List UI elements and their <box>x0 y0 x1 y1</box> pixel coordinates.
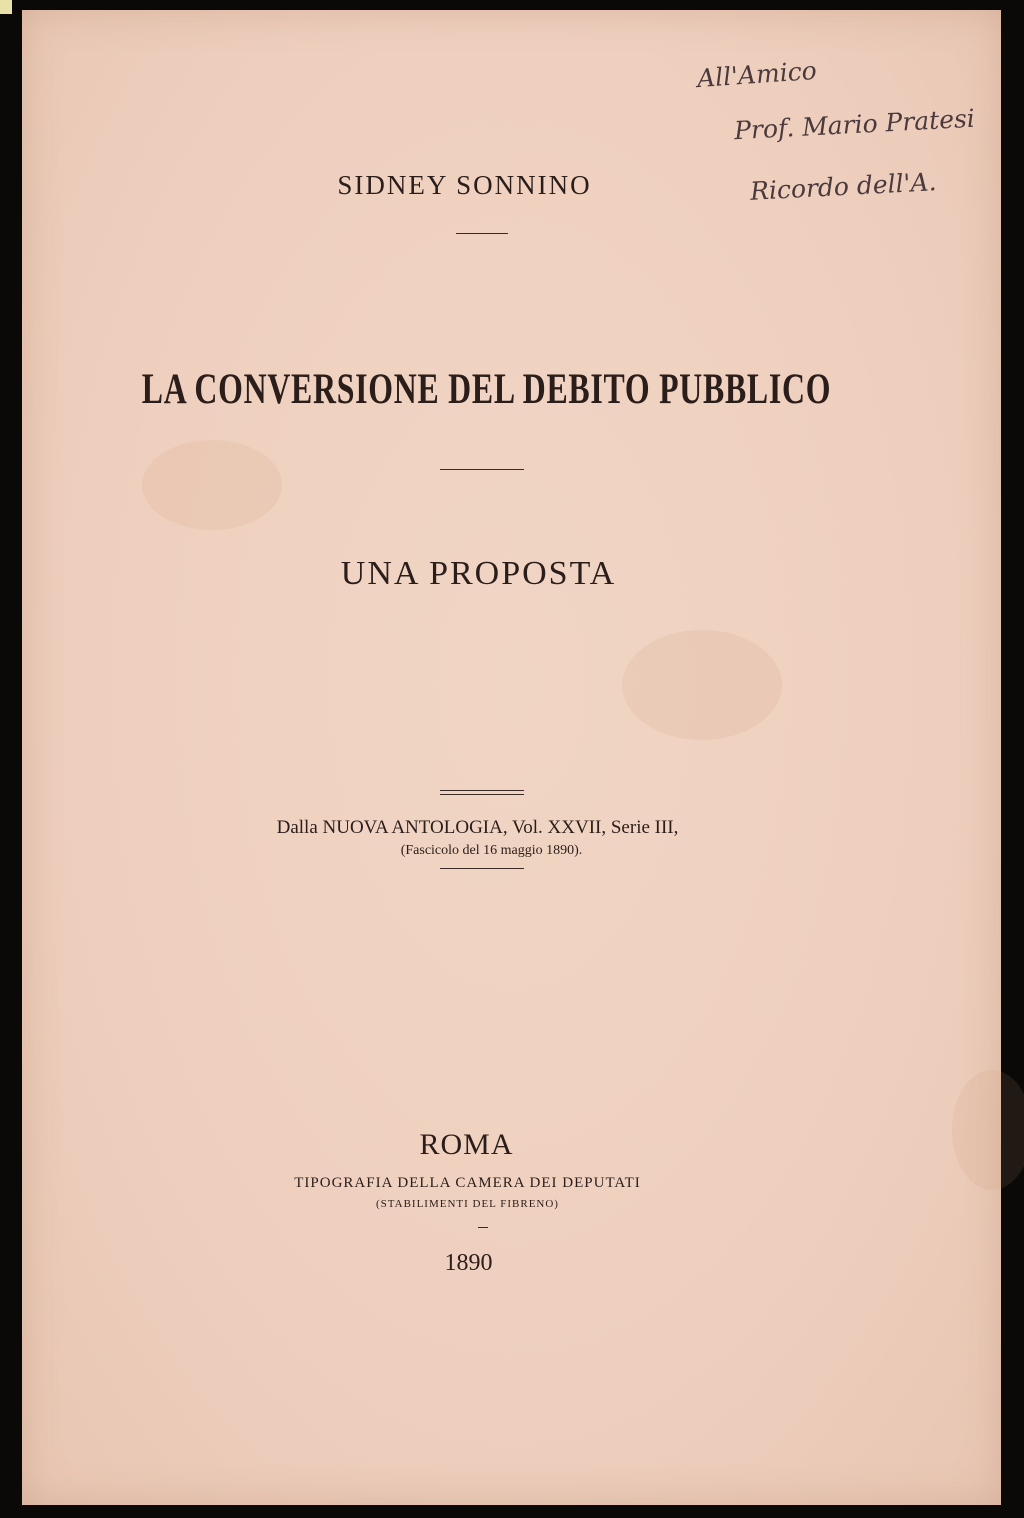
author-name: SIDNEY SONNINO <box>337 170 592 200</box>
book-subtitle: UNA PROPOSTA <box>340 555 617 592</box>
corner-tab <box>0 0 12 14</box>
source-citation: Dalla NUOVA ANTOLOGIA, Vol. XXVII, Serie III, <box>276 817 679 838</box>
publication-city: ROMA <box>419 1128 514 1161</box>
book-title: LA CONVERSIONE DEL DEBITO PUBBLICO <box>141 366 832 413</box>
paper-stain <box>622 630 782 740</box>
source-detail: (Fascicolo del 16 maggio 1890). <box>400 843 583 858</box>
publisher-subtitle: (STABILIMENTI DEL FIBRENO) <box>376 1198 559 1210</box>
paper-stain <box>142 440 282 530</box>
handwritten-dedication-line: All'Amico <box>696 55 818 94</box>
publication-year: 1890 <box>444 1250 493 1276</box>
publisher-name: TIPOGRAFIA DELLA CAMERA DEI DEPUTATI <box>294 1175 641 1191</box>
divider-rule <box>440 790 524 791</box>
handwritten-dedication-line: Prof. Mario Pratesi <box>733 103 976 146</box>
paper-page <box>22 10 1001 1505</box>
paper-stain <box>952 1070 1024 1190</box>
handwritten-dedication-line: Ricordo dell'A. <box>749 167 938 206</box>
divider-rule <box>440 868 524 869</box>
divider-rule <box>478 1227 488 1228</box>
divider-rule <box>440 469 524 470</box>
divider-rule <box>456 233 508 234</box>
divider-rule <box>440 794 524 795</box>
